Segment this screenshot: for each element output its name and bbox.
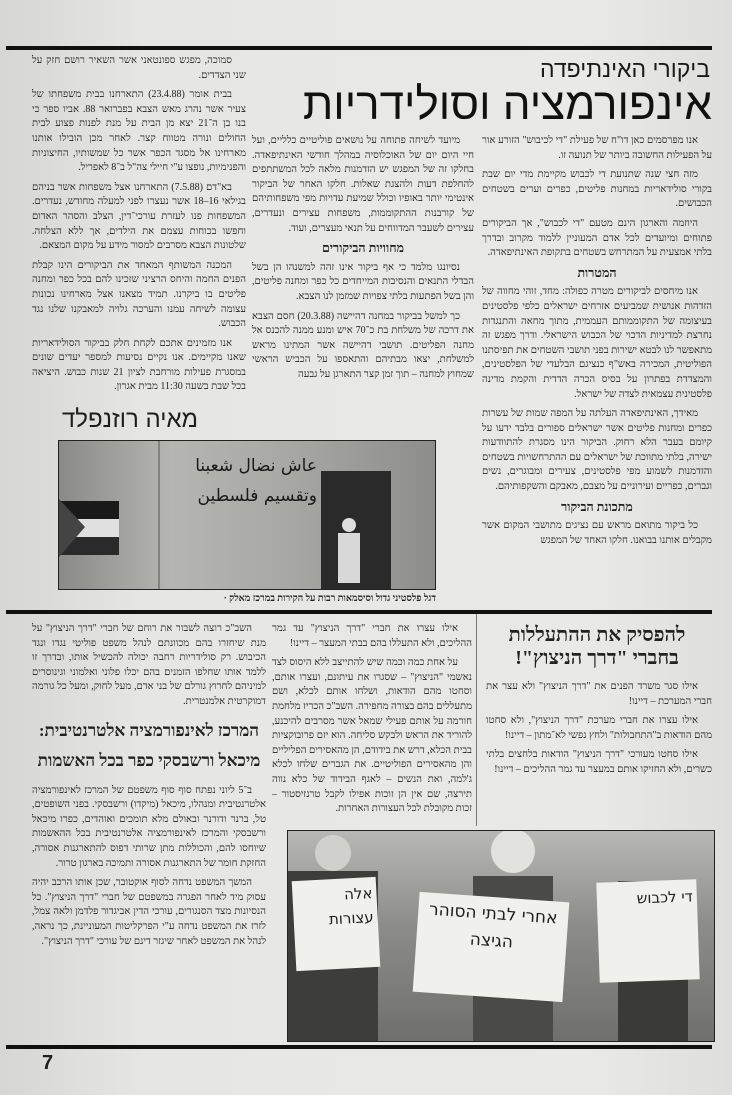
- paragraph: אילו עצרו את חברי מערכת "דרך הניצוץ", ולא סחטו מהם הודאות ב"התחבולות" ולחץ נפשי לא־מתון – דיינו!: [486, 715, 712, 741]
- article2-right-column: [486, 680, 712, 783]
- article-headline: אינפורמציה וסולידריות: [302, 80, 712, 129]
- paragraph: המשך המשפט נדחה לסוף אוקטובר, שכן אותו הרכב יהיה עסוק מיד לאחר הפגרה במשפטם של חברי "דרך הניצוץ". כל הנסיונות מצד הסנגורים, עורכי הדין אביגדור פלדמן ולאה צמל, לזרז את המשפט נדחה ע"י הפרקליטות המעוניינת, כך נראה, לנהל את המשפט לאחר שיגזר דינם של עורכי "דרך הניצוץ".: [32, 877, 266, 947]
- protest-sign: אחרי לבתי הסוהר הגיצה: [413, 892, 570, 1002]
- article2-headline: [482, 624, 712, 670]
- paragraph: בבית אומר (23.4.88) התארחנו בבית משפחתו של צעיר אשר נהרג מאש הצבא בפברואר 88. אביו ספר כי בנו בן ה־21 יצא מן הבית על מנת לפנות פצוע לבית החולים ונורה מטווח קצר. לאחר מכן הובילו אותנו מארחינו אל מסגד הכפר אשר כל שמשותיו, החיצוניות והפנימיות, נופצו ע"י חיילי צה"ל ב־8 לאפריל.: [32, 89, 246, 174]
- paragraph: על אחת כמה וכמה שיש להתייצב ללא היסוס לצד נאשמי "הניצוץ" – שסגרו את עיתונם, ועצרו אותם, וסחטו מהם הודאות, ושלחו אותם לכלא, ושם מתעללים בהם בצורה מחפירה. השב"כ הכריז מלחמת חורמה על אותם פעילי שמאל אשר מסרבים להיכנע, להוריד את הראש ולבקש סליחה. הוא יזם פרובוקציות בבית הכלא, דרש את בידודם, הן מהאסירים הפליליים והן מהאסירים הפוליטיים. את הגברים שלחו לכלא ג'למה, ואת הנשים – לאגף הבידוד של כלא נווה תירצה, שם אין הן זוכות אפילו לקבל טרנזיסטור – זכות מקובלת לכל העצורות האחרות.: [272, 657, 472, 815]
- paragraph: אילו סחטו מעורכי "דרך הניצוץ" הודאות בלחצים בלתי כשרים, ולא החזיקו אותם במעצר עד גמר ההליכים – דיינו!: [486, 749, 712, 775]
- bottom-rule: [6, 1045, 712, 1049]
- subheading: מחוויות הביקורים: [321, 241, 405, 256]
- paragraph: אילו עצרו את חברי "דרך הניצוץ" עד גמר ההליכים, ולא התעללו בהם בבתי המעצר – דיינו!: [272, 623, 472, 649]
- middle-rule: [6, 610, 712, 614]
- warschawski-heading: מיכאל ורשבסקי כפר בכל האשמות: [37, 750, 261, 770]
- article2-left-column: [32, 622, 266, 954]
- wall-graffiti: عاش نضال شعبنا وتقسيم فلسطين: [195, 456, 317, 506]
- paragraph: אילו סגר משרד הפנים את "דרך הניצוץ" ולא עצר את חברי המערכת – דיינו!: [486, 681, 712, 707]
- protest-photo: [287, 830, 715, 1042]
- paragraph: בא"דם (7.5.88) התארחנו אצל משפחות אשר בניהם בגילאי 16–18 אשר נעצרו לפני למעלה מחודש, נעדרים. המשפחות פנו לעזרת עורכי־דין, הצלב והסהר האדום וחפשו בכוחות עצמם את הילדים, אך ללא הצלחה. שלטונות הצבא מסרבים למסור מידע על מקום המצאם.: [32, 181, 246, 252]
- paragraph: סמוכה, מפגש ספונטאני אשר השאיר רושם חזק על שני הצדדים.: [32, 55, 246, 81]
- paragraph: מאידך, האינתיפאדה העלתה על המפה שמות של עשרות כפרים ומחנות פליטים אשר ישראלים ספורים בלבד ידעו על קיומם בעבר הלא רחוק. הביקור הינו מסגרת להתוודעות ישירה, בלתי מתווכת של ישראלים עם ההתרחשויות בשטחים והזדמנות לשמוע מפי פלסטינים, צעירים ומבוגרים, נשים וגברים, כפריים ועירוניים על מצבם, מאבקם והשקפותיהם.: [482, 408, 712, 493]
- top-rule: [6, 46, 712, 50]
- article2-middle-column: [272, 622, 472, 822]
- person-head: [342, 518, 356, 532]
- paragraph: השב"כ רוצה לשבור את רוחם של חברי "דרך הניצוץ" על מנת שיחזרו בהם מכוונתם לנהל משפט פוליטי נגדו ונגד הכיבוש. רק סולידריות רחבה יכולה להכשיל אותו, ובדרך זו ללמד אותו שחלפו הזמנים בהם יכלו פלוני ואלמוני וגינוסרים למיניהם לחרוץ גורלם של בני אדם, מעל לחוק, ומעל כל גורמה דמוקרטית אלמנטרית.: [32, 623, 266, 707]
- protest-sign: די לכבוש: [596, 879, 699, 982]
- paragraph: כל ביקור מתואם מראש עם נציגים מתושבי המקום אשר מקבלים אותנו בבואנו. חלקו האחד של המפגש: [482, 520, 712, 546]
- paragraph: אנו מזמינים אתכם לקחת חלק בביקור הסולידאריות שאנו מקיימים. אנו נקיים נסיעות למספר יעדים שונים במסגרת פעילות מורחבת לציון 21 שנות כבוש. היציאה בכל שבת בשעה 11:30 מבית אגרון.: [32, 337, 246, 393]
- info-center-heading: המרכז לאינפורמציה אלטרנטיבית:: [38, 720, 260, 740]
- column-divider: [476, 614, 477, 826]
- paragraph: מיועד לשיחה פתוחה על נושאים פוליטיים כלליים, ועל חיי היום יום של האוכלוסיה במהלך חודשי האינתיפאדה. בחלקו זה של המפגש יש הזדמנות מלאה לכל המשתתפים להחלפת דעות ולהצגת שאלות. חלקו האחר של הביקור אינטימי יותר באופיו וכולל שמיעת עדויות מפי משפחותיהם של קורבנות ההתקוממות, משפחות עצירים ונעדרים, עצירים לשעבר המדווחים על תנאי מעצרים, ועוד.: [252, 135, 474, 234]
- paragraph: ב־5 ליוני נפתח סוף סוף משפטם של המרכז לאינפורמציה אלטרנטיבית ומנהלו, מיכאל (מיקדו) ורשבסקי. בפני השופטים, טל, ברנר ודורנר ובאולם מלא תומכים ואוהדים, כפרו מיכאל ורשבסקי והמרכז לאינפורמציה אלטרנטיבית בכל ההאשמות שיוחסו להם, והכוללות מתן שרותי דפוס להתארגנות אסורה, החזקת חומר של התארגנות אסורה ותמיכה בארגון טרור.: [32, 784, 266, 869]
- person-hat: [315, 835, 351, 871]
- paragraph: המכנה המשותף המאחד את הביקורים הינו קבלת הפנים החמה והיחס הרציני שזכינו להם בכל כפר ומחנה פליטים בו ביקרנו. תמיד מצאנו אצל מארחינו נכונות עצומה לשיחה עמנו והערכה גלויה למאבקנו שלנו נגד הכבוש.: [32, 259, 246, 330]
- headline-line: בחברי "דרך הניצוץ"!: [515, 647, 679, 669]
- article1-right-column: [482, 134, 712, 553]
- person: [338, 533, 360, 583]
- paragraph: כך למשל בביקור במחנה דהיישה (20.3.88) חסם הצבא את דרכה של משלחת בת כ־70 איש ומנע ממנה להכנס אל מחנה הפליטים. תושבי דהיישה אשר המתינו מראש למשלחת, יצאו מבתיהם והתאספו על הכביש הראשי שמחוץ למחנה – תוך זמן קצר התארגן על גבעה: [252, 310, 474, 380]
- protest-sign: אלה עצורות: [292, 877, 381, 971]
- subheading: מתכונת הביקור: [561, 499, 633, 514]
- photo-caption: דגל פלסטיני גדול וסיסמאות רבות על הקירות במרכז מאלק ·: [223, 594, 436, 604]
- graffiti-wall-photo: [58, 440, 436, 590]
- paragraph: מזה חצי שנה שתנועת די לכבוש מקיימת מדי יום שבת בקורי סולידאריות במחנות פליטים, כפרים וערים בשטחים הכבושים.: [482, 169, 712, 210]
- person-hat: [491, 831, 535, 873]
- paragraph: נסיונגו מלמד כי אף ביקור אינו זהה למשנהו הן בשל הבדלי התנאים והנסיבות המייחדים כל כפר ומחנה פליטים, והן בשל הפתעות בלתי צפויות שמזמן לנו הצבא.: [252, 261, 474, 302]
- page-number: 7: [42, 1052, 54, 1074]
- headline-line: להפסיק את ההתעללות: [508, 624, 686, 646]
- article-kicker: ביקורי האינתיפדה: [540, 56, 710, 82]
- article1-middle-column: [252, 134, 474, 388]
- author-byline: מאיה רוזנפלד: [62, 406, 198, 433]
- paragraph: היוזמה והארגון הינם מטעם "די לכבוש", אך הביקורים פתוחים ומיועדים לכל אדם המעוניין ללמוד מקרוב ובדרך בלתי אמצעית על המתרחש בשטחים בתקופת האינתיפאדה.: [482, 217, 712, 259]
- paragraph: אנו מפרסמים כאן דו"ח של פעילת "די לכיבוש" הזורע אור על הפעילות החשובה ביותר של תנועה זו.: [482, 135, 712, 161]
- subheading: המטרות: [577, 265, 617, 280]
- article1-left-column: [32, 54, 246, 400]
- paragraph: אנו מיחסים לביקורים מטרה כפולה: מחד, זוהי מחווה של הזדהות אנושית שמביעים אזרחים ישראלים כלפי פלסטינים בעיצומה של התקוממותם העממית, מתוך מחאה והתנגדות נחרצת למדיניות הדכוי של הכבוש הישראלי. ודרך מפגש זה מתאפשר לנו לבטא ישירות בפני תושבי השטחים את תפיסתנו הפוליטית, המכירה באש"ף כנציגם הבלעדי של הפלסטינים, והמצדדת בפתרון על בסיס הכרה הדדית והקמת מדינה פלסטינית עצמאית לצדה של ישראל.: [482, 286, 712, 400]
